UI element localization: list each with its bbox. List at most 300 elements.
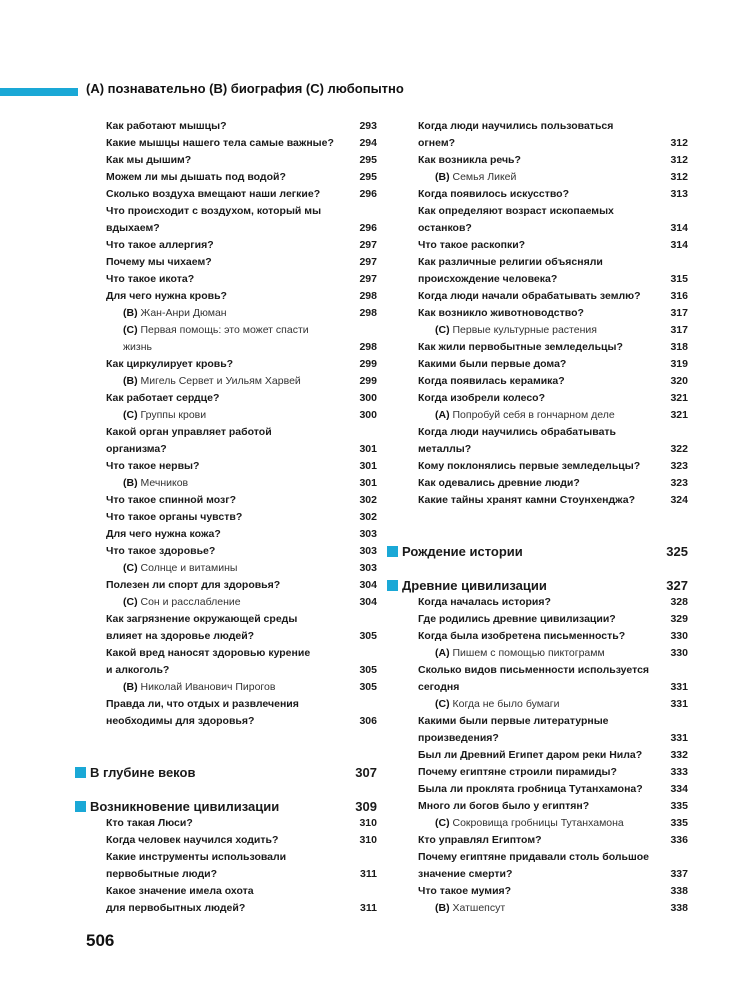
entry-title-line: Кто такая Люси? bbox=[106, 817, 193, 829]
toc-entry-title bbox=[418, 407, 662, 424]
entry-title-line: жизнь bbox=[123, 341, 152, 353]
entry-title-line: Пишем с помощью пиктограмм bbox=[452, 647, 605, 659]
toc-page-number: 331 bbox=[670, 732, 688, 744]
entry-title-line: Мигель Сервет и Уильям Харвей bbox=[140, 375, 301, 387]
entry-title-line: Правда ли, что отдых и развлечения bbox=[106, 698, 299, 710]
toc-page-number: 295 bbox=[359, 171, 377, 183]
toc-entry[interactable] bbox=[106, 271, 377, 288]
toc-page-number: 329 bbox=[670, 613, 688, 625]
entry-title-line: Николай Иванович Пирогов bbox=[140, 681, 276, 693]
toc-page-number: 312 bbox=[670, 137, 688, 149]
spacer bbox=[418, 509, 688, 543]
toc-page-number: 312 bbox=[670, 171, 688, 183]
toc-page-number: 328 bbox=[670, 596, 688, 608]
toc-section-heading[interactable] bbox=[75, 764, 377, 781]
toc-entry[interactable] bbox=[418, 475, 688, 492]
toc-column-right bbox=[402, 118, 688, 917]
toc-entry-title bbox=[106, 356, 351, 373]
toc-page-number: 323 bbox=[670, 460, 688, 472]
entry-title-line: Был ли Древний Египет даром реки Нила? bbox=[418, 749, 643, 761]
toc-entry-title bbox=[418, 424, 662, 458]
entry-title-line: Как работают мышцы? bbox=[106, 120, 227, 132]
entry-title-line: Когда не было бумаги bbox=[452, 698, 560, 710]
entry-title-line: Как загрязнение окружающей среды bbox=[106, 613, 298, 625]
toc-entry[interactable] bbox=[418, 713, 688, 747]
toc-entry[interactable] bbox=[106, 135, 377, 152]
toc-entry[interactable] bbox=[106, 186, 377, 203]
toc-entry-title bbox=[418, 237, 662, 254]
entry-title-line: Сокровища гробницы Тутанхамона bbox=[452, 817, 624, 829]
toc-column-left bbox=[90, 118, 377, 917]
entry-title-line: Сон и расслабление bbox=[140, 596, 241, 608]
toc-entry-title bbox=[106, 254, 351, 271]
entry-title-line: Как мы дышим? bbox=[106, 154, 192, 166]
toc-entry[interactable] bbox=[106, 492, 377, 509]
toc-entry[interactable] bbox=[106, 237, 377, 254]
toc-entry[interactable] bbox=[418, 832, 688, 849]
toc-entry-title bbox=[106, 832, 351, 849]
entry-title-line: Какими были первые литературные bbox=[418, 715, 609, 727]
entry-title-line: Что такое раскопки? bbox=[418, 239, 526, 251]
toc-entry-title bbox=[418, 713, 662, 747]
toc-entry-title bbox=[106, 560, 351, 577]
toc-entry[interactable] bbox=[418, 611, 688, 628]
toc-page-number: 325 bbox=[666, 544, 688, 559]
toc-page-number: 301 bbox=[359, 477, 377, 489]
toc-entry[interactable] bbox=[106, 169, 377, 186]
toc-page-number: 330 bbox=[670, 647, 688, 659]
section-title: Рождение истории bbox=[402, 544, 523, 559]
toc-page-number: 293 bbox=[359, 120, 377, 132]
entry-title-line: первобытные люди? bbox=[106, 868, 218, 880]
toc-entry-title bbox=[418, 458, 662, 475]
toc-page-number: 335 bbox=[670, 800, 688, 812]
toc-entry-title bbox=[106, 424, 351, 458]
toc-entry[interactable] bbox=[106, 509, 377, 526]
toc-page-number: 303 bbox=[359, 528, 377, 540]
toc-entry-title bbox=[106, 696, 351, 730]
toc-entry-title bbox=[418, 152, 662, 169]
toc-entry-title bbox=[418, 203, 662, 237]
toc-entry-title bbox=[106, 169, 351, 186]
toc-entry[interactable] bbox=[418, 118, 688, 152]
toc-subentry[interactable] bbox=[418, 407, 688, 424]
toc-page-number: 303 bbox=[359, 562, 377, 574]
toc-entry[interactable] bbox=[418, 152, 688, 169]
toc-section-heading[interactable] bbox=[75, 798, 377, 815]
entry-category-label: (C) bbox=[435, 324, 450, 336]
toc-entry-title bbox=[106, 135, 351, 152]
toc-entry[interactable] bbox=[418, 254, 688, 288]
toc-page-number: 302 bbox=[359, 494, 377, 506]
entry-title-line: Была ли проклята гробница Тутанхамона? bbox=[418, 783, 643, 795]
toc-entry-title bbox=[106, 322, 351, 356]
toc-page-number: 322 bbox=[670, 443, 688, 455]
toc-page-number: 298 bbox=[359, 307, 377, 319]
entry-title-line: Какие мышцы нашего тела самые важные? bbox=[106, 137, 334, 149]
toc-page-number: 301 bbox=[359, 460, 377, 472]
entry-title-line: Много ли богов было у египтян? bbox=[418, 800, 590, 812]
entry-category-label: (C) bbox=[435, 698, 450, 710]
toc-page-number: 295 bbox=[359, 154, 377, 166]
toc-entry[interactable] bbox=[418, 849, 688, 883]
entry-title-line: Когда появилось искусство? bbox=[418, 188, 569, 200]
entry-title-line: Можем ли мы дышать под водой? bbox=[106, 171, 286, 183]
toc-page-number: 305 bbox=[359, 681, 377, 693]
toc-page-number: 331 bbox=[670, 681, 688, 693]
toc-entry-title bbox=[106, 407, 351, 424]
section-square-icon bbox=[387, 580, 398, 591]
toc-entry-title bbox=[418, 186, 662, 203]
toc-entry[interactable] bbox=[106, 526, 377, 543]
entry-title-line: Что такое аллергия? bbox=[106, 239, 214, 251]
entry-title-line: Семья Ликей bbox=[452, 171, 517, 183]
toc-subentry[interactable] bbox=[418, 815, 688, 832]
entry-category-label: (B) bbox=[123, 375, 138, 387]
entry-title-line: Как возникло животноводство? bbox=[418, 307, 584, 319]
toc-entry[interactable] bbox=[106, 696, 377, 730]
spacer bbox=[106, 730, 377, 764]
entry-title-line: Солнце и витамины bbox=[140, 562, 238, 574]
section-square-icon bbox=[75, 767, 86, 778]
toc-entry[interactable] bbox=[418, 798, 688, 815]
section-square-icon bbox=[75, 801, 86, 812]
entry-title-line: Когда изобрели колесо? bbox=[418, 392, 545, 404]
toc-entry[interactable] bbox=[106, 849, 377, 883]
entry-title-line: Какими были первые дома? bbox=[418, 358, 567, 370]
toc-entry[interactable] bbox=[106, 645, 377, 679]
toc-entry[interactable] bbox=[106, 424, 377, 458]
toc-entry-title bbox=[418, 815, 662, 832]
entry-title-line: Как одевались древние люди? bbox=[418, 477, 580, 489]
toc-entry[interactable] bbox=[106, 288, 377, 305]
entry-title-line: Какие инструменты использовали bbox=[106, 851, 287, 863]
toc-page-number: 312 bbox=[670, 154, 688, 166]
toc-entry-title bbox=[418, 339, 662, 356]
toc-page-number: 321 bbox=[670, 392, 688, 404]
toc-entry[interactable] bbox=[106, 458, 377, 475]
toc-subentry[interactable] bbox=[106, 475, 377, 492]
toc-entry-title bbox=[106, 152, 351, 169]
toc-page-number: 300 bbox=[359, 392, 377, 404]
toc-page-number: 307 bbox=[355, 765, 377, 780]
toc-entry[interactable] bbox=[106, 883, 377, 917]
toc-entry[interactable] bbox=[418, 390, 688, 407]
toc-entry-title bbox=[106, 271, 351, 288]
entry-title-line: значение смерти? bbox=[418, 868, 513, 880]
toc-entry-title bbox=[418, 628, 662, 645]
toc-entry[interactable] bbox=[418, 288, 688, 305]
toc-entry[interactable] bbox=[106, 815, 377, 832]
entry-title-line: Что такое нервы? bbox=[106, 460, 200, 472]
toc-page-number: 313 bbox=[670, 188, 688, 200]
toc-entry[interactable] bbox=[418, 492, 688, 509]
toc-page-number: 299 bbox=[359, 358, 377, 370]
entry-category-label: (B) bbox=[123, 681, 138, 693]
toc-entry[interactable] bbox=[106, 577, 377, 594]
toc-page-number: 296 bbox=[359, 188, 377, 200]
entry-category-label: (C) bbox=[123, 596, 138, 608]
toc-entry[interactable] bbox=[106, 611, 377, 645]
toc-page-number: 320 bbox=[670, 375, 688, 387]
entry-title-line: Что происходит с воздухом, который мы bbox=[106, 205, 322, 217]
toc-page-number: 300 bbox=[359, 409, 377, 421]
toc-subentry[interactable] bbox=[106, 407, 377, 424]
entry-title-line: Как определяют возраст ископаемых bbox=[418, 205, 614, 217]
toc-page-number: 302 bbox=[359, 511, 377, 523]
toc-entry[interactable] bbox=[418, 203, 688, 237]
toc-page-number: 310 bbox=[359, 817, 377, 829]
toc-page-number: 319 bbox=[670, 358, 688, 370]
entry-title-line: Группы крови bbox=[140, 409, 207, 421]
toc-page-number: 304 bbox=[359, 596, 377, 608]
toc-entry[interactable] bbox=[418, 883, 688, 900]
toc-page-number: 311 bbox=[360, 868, 377, 880]
toc-section-heading[interactable] bbox=[387, 543, 688, 560]
entry-title-line: для первобытных людей? bbox=[106, 902, 246, 914]
toc-entry-title bbox=[418, 883, 662, 900]
entry-title-line: Как возникла речь? bbox=[418, 154, 521, 166]
toc-entry-title bbox=[106, 475, 351, 492]
toc-page-number: 314 bbox=[670, 239, 688, 251]
toc-entry-title bbox=[106, 849, 351, 883]
toc-entry-title bbox=[418, 169, 662, 186]
toc-entry-title bbox=[106, 526, 351, 543]
entry-title-line: Когда была изобретена письменность? bbox=[418, 630, 626, 642]
toc-entry-title bbox=[106, 458, 351, 475]
toc-entry-title bbox=[418, 696, 662, 713]
toc-entry-title bbox=[418, 288, 662, 305]
toc-entry[interactable] bbox=[106, 118, 377, 135]
toc-entry[interactable] bbox=[106, 832, 377, 849]
entry-title-line: Что такое органы чувств? bbox=[106, 511, 243, 523]
toc-entry-title bbox=[418, 611, 662, 628]
spacer bbox=[418, 560, 688, 577]
toc-entry[interactable] bbox=[418, 237, 688, 254]
entry-title-line: Полезен ли спорт для здоровья? bbox=[106, 579, 281, 591]
toc-page-number: 298 bbox=[359, 290, 377, 302]
toc-page-number: 324 bbox=[670, 494, 688, 506]
toc-page-number: 303 bbox=[359, 545, 377, 557]
entry-title-line: произведения? bbox=[418, 732, 499, 744]
toc-page-number: 334 bbox=[670, 783, 688, 795]
spacer bbox=[106, 781, 377, 798]
toc-entry[interactable] bbox=[418, 305, 688, 322]
toc-entry-title bbox=[387, 543, 662, 560]
entry-category-label: (C) bbox=[123, 409, 138, 421]
toc-entry-title bbox=[418, 900, 662, 917]
toc-entry[interactable] bbox=[418, 339, 688, 356]
toc-entry-title bbox=[106, 645, 351, 679]
entry-category-label: (C) bbox=[123, 324, 138, 336]
toc-entry-title bbox=[418, 373, 662, 390]
toc-entry-title bbox=[418, 594, 662, 611]
entry-category-label: (B) bbox=[435, 902, 450, 914]
entry-title-line: Какие тайны хранят камни Стоунхенджа? bbox=[418, 494, 635, 506]
entry-title-line: останков? bbox=[418, 222, 472, 234]
section-title: Древние цивилизации bbox=[402, 578, 547, 593]
toc-entry-title bbox=[106, 305, 351, 322]
toc-page-number: 298 bbox=[359, 341, 377, 353]
toc-page-number: 318 bbox=[670, 341, 688, 353]
toc-entry-title bbox=[418, 492, 662, 509]
toc-page-number: 323 bbox=[670, 477, 688, 489]
toc-entry-title bbox=[418, 662, 662, 696]
toc-subentry[interactable] bbox=[106, 305, 377, 322]
toc-entry[interactable] bbox=[106, 254, 377, 271]
toc-section-heading[interactable] bbox=[387, 577, 688, 594]
toc-entry-title bbox=[106, 288, 351, 305]
toc-page-number: 305 bbox=[359, 630, 377, 642]
toc-entry-title bbox=[106, 509, 351, 526]
toc-entry[interactable] bbox=[418, 458, 688, 475]
toc-entry-title bbox=[418, 832, 662, 849]
toc-page-number: 332 bbox=[670, 749, 688, 761]
entry-title-line: Когда люди начали обрабатывать землю? bbox=[418, 290, 641, 302]
entry-title-line: Когда человек научился ходить? bbox=[106, 834, 279, 846]
toc-entry[interactable] bbox=[418, 662, 688, 696]
toc-subentry[interactable] bbox=[106, 322, 377, 356]
toc-entry[interactable] bbox=[418, 781, 688, 798]
toc-subentry[interactable] bbox=[418, 322, 688, 339]
toc-subentry[interactable] bbox=[106, 373, 377, 390]
entry-title-line: Хатшепсут bbox=[452, 902, 506, 914]
entry-title-line: Как циркулирует кровь? bbox=[106, 358, 234, 370]
toc-entry-title bbox=[418, 475, 662, 492]
entry-title-line: необходимы для здоровья? bbox=[106, 715, 255, 727]
toc-page-number: 311 bbox=[360, 902, 377, 914]
toc-subentry[interactable] bbox=[418, 900, 688, 917]
toc-page-number: 294 bbox=[359, 137, 377, 149]
toc-entry-title bbox=[418, 781, 662, 798]
entry-title-line: Что такое спинной мозг? bbox=[106, 494, 236, 506]
toc-page-number: 296 bbox=[359, 222, 377, 234]
entry-title-line: вдыхаем? bbox=[106, 222, 160, 234]
toc-entry[interactable] bbox=[106, 152, 377, 169]
entry-title-line: Первые культурные растения bbox=[452, 324, 597, 336]
toc-entry[interactable] bbox=[418, 424, 688, 458]
toc-entry-title bbox=[418, 118, 662, 152]
entry-title-line: происхождение человека? bbox=[418, 273, 558, 285]
toc-page-number: 315 bbox=[670, 273, 688, 285]
toc-page-number: 327 bbox=[666, 578, 688, 593]
toc-entry[interactable] bbox=[418, 764, 688, 781]
toc-entry-title bbox=[106, 543, 351, 560]
entry-title-line: Когда люди научились пользоваться bbox=[418, 120, 614, 132]
toc-entry[interactable] bbox=[418, 356, 688, 373]
toc-page-number: 299 bbox=[359, 375, 377, 387]
entry-title-line: Почему египтяне придавали столь большое bbox=[418, 851, 649, 863]
entry-category-label: (B) bbox=[123, 307, 138, 319]
toc-entry-title bbox=[387, 577, 662, 594]
entry-title-line: Какой орган управляет работой bbox=[106, 426, 272, 438]
toc-page-number: 336 bbox=[670, 834, 688, 846]
toc-subentry[interactable] bbox=[418, 169, 688, 186]
entry-title-line: сегодня bbox=[418, 681, 460, 693]
toc-subentry[interactable] bbox=[106, 560, 377, 577]
toc-page-number: 306 bbox=[359, 715, 377, 727]
toc-entry-title bbox=[106, 237, 351, 254]
toc-entry-title bbox=[418, 390, 662, 407]
toc-page-number: 335 bbox=[670, 817, 688, 829]
entry-category-label: (C) bbox=[435, 817, 450, 829]
toc-entry[interactable] bbox=[418, 628, 688, 645]
entry-title-line: Когда появилась керамика? bbox=[418, 375, 565, 387]
toc-page-number: 305 bbox=[359, 664, 377, 676]
section-title: Возникновение цивилизации bbox=[90, 799, 280, 814]
entry-category-label: (A) bbox=[435, 647, 450, 659]
entry-title-line: Мечников bbox=[140, 477, 189, 489]
toc-entry-title bbox=[106, 679, 351, 696]
entry-title-line: Почему египтяне строили пирамиды? bbox=[418, 766, 617, 778]
toc-page-number: 333 bbox=[670, 766, 688, 778]
entry-title-line: Что такое здоровье? bbox=[106, 545, 216, 557]
toc-entry-title bbox=[75, 798, 351, 815]
toc-entry-title bbox=[106, 373, 351, 390]
toc-page-number: 309 bbox=[355, 799, 377, 814]
entry-title-line: Сколько воздуха вмещают наши легкие? bbox=[106, 188, 321, 200]
section-title: В глубине веков bbox=[90, 765, 196, 780]
toc-entry-title bbox=[418, 356, 662, 373]
toc-page-number: 337 bbox=[670, 868, 688, 880]
toc-entry[interactable] bbox=[418, 186, 688, 203]
toc-entry-title bbox=[418, 322, 662, 339]
toc-page-number: 330 bbox=[670, 630, 688, 642]
toc-entry-title bbox=[418, 849, 662, 883]
entry-title-line: Как работает сердце? bbox=[106, 392, 220, 404]
toc-entry[interactable] bbox=[106, 543, 377, 560]
toc-entry-title bbox=[418, 305, 662, 322]
entry-title-line: Для чего нужна кожа? bbox=[106, 528, 221, 540]
entry-title-line: Как различные религии объясняли bbox=[418, 256, 603, 268]
entry-title-line: Когда началась история? bbox=[418, 596, 551, 608]
section-square-icon bbox=[387, 546, 398, 557]
toc-entry-title bbox=[106, 883, 351, 917]
toc-subentry[interactable] bbox=[418, 696, 688, 713]
toc-subentry[interactable] bbox=[106, 679, 377, 696]
toc-page-number: 297 bbox=[359, 273, 377, 285]
toc-page-number: 310 bbox=[359, 834, 377, 846]
entry-title-line: организма? bbox=[106, 443, 167, 455]
entry-title-line: огнем? bbox=[418, 137, 456, 149]
entry-title-line: Какой вред наносят здоровью курение bbox=[106, 647, 311, 659]
entry-title-line: Попробуй себя в гончарном деле bbox=[452, 409, 615, 421]
toc-entry[interactable] bbox=[106, 390, 377, 407]
entry-title-line: Какое значение имела охота bbox=[106, 885, 254, 897]
entry-title-line: Когда люди научились обрабатывать bbox=[418, 426, 617, 438]
entry-category-label: (B) bbox=[123, 477, 138, 489]
toc-entry[interactable] bbox=[418, 373, 688, 390]
toc-page-number: 321 bbox=[670, 409, 688, 421]
toc-subentry[interactable] bbox=[418, 645, 688, 662]
entry-title-line: Сколько видов письменности используется bbox=[418, 664, 650, 676]
toc-entry-title bbox=[418, 254, 662, 288]
toc-page-number: 338 bbox=[670, 902, 688, 914]
toc-entry[interactable] bbox=[418, 747, 688, 764]
toc-entry-title bbox=[418, 645, 662, 662]
toc-entry-title bbox=[106, 611, 351, 645]
entry-title-line: Что такое мумия? bbox=[418, 885, 512, 897]
toc-entry[interactable] bbox=[418, 594, 688, 611]
toc-entry-title bbox=[106, 815, 351, 832]
toc-entry-title bbox=[106, 492, 351, 509]
toc-entry-title bbox=[106, 577, 351, 594]
toc-entry[interactable] bbox=[106, 356, 377, 373]
entry-title-line: Почему мы чихаем? bbox=[106, 256, 212, 268]
toc-subentry[interactable] bbox=[106, 594, 377, 611]
toc-entry[interactable] bbox=[106, 203, 377, 237]
entry-title-line: Что такое икота? bbox=[106, 273, 195, 285]
